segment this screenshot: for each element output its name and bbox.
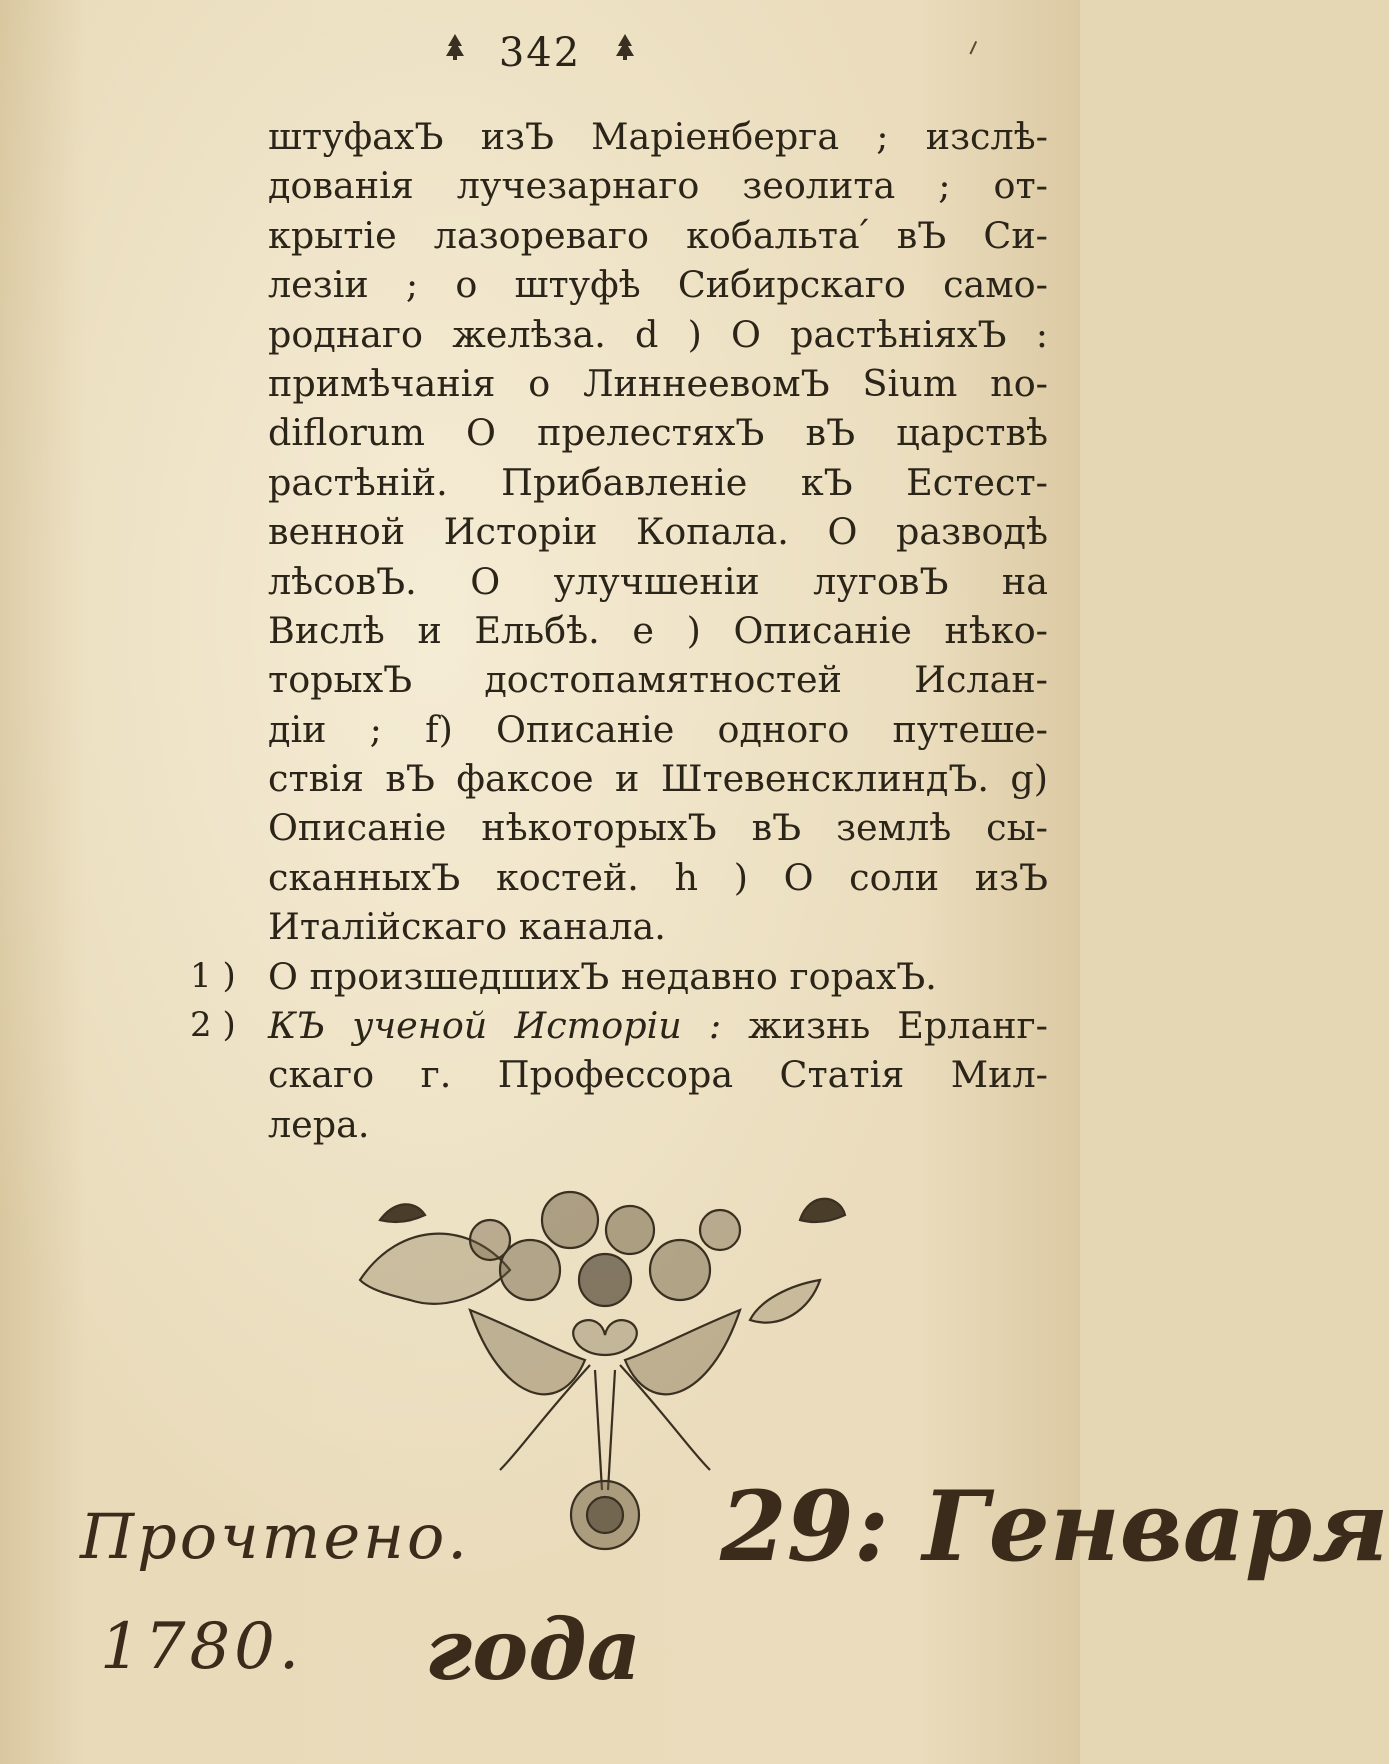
text-line: дованія лучезарнаго зеолита ; от- — [268, 164, 1048, 208]
text-line: лѣсовЪ. О улучшеніи луговЪ на — [268, 559, 1048, 603]
text-line: растѣній. Прибавленіе кЪ Естест- — [268, 460, 1048, 504]
page-number-header — [0, 30, 1080, 76]
italic-lead: КЪ ученой Исторіи : — [268, 1004, 722, 1048]
text-line: венной Исторіи Копала. О разводѣ — [268, 510, 1048, 554]
handwritten-word: года — [425, 1600, 642, 1699]
numbered-item-1 — [190, 952, 1048, 1001]
text-line: роднаго желѣза. d ) О растѣніяхЪ : — [268, 312, 1048, 356]
text-line: штуфахЪ изЪ Маріенберга ; изслѣ- — [268, 115, 1048, 158]
handwritten-word: Прочтено. — [80, 1500, 471, 1573]
text-line: сканныхЪ костей. h ) О соли изЪ — [268, 855, 1048, 899]
fleuron-icon — [610, 32, 640, 70]
body-text — [190, 112, 1048, 1149]
text-line: примѣчанія о ЛиннеевомЪ Sium no- — [268, 361, 1048, 405]
numbered-item-2 — [190, 1001, 1048, 1149]
text-line: Описаніе нѣкоторыхЪ вЪ землѣ сы- — [268, 806, 1048, 850]
text-line: лезіи ; о штуфѣ Сибирскаго само- — [268, 263, 1048, 307]
item-number: 2 ) — [190, 1005, 236, 1046]
item-line — [268, 1001, 1048, 1050]
text-line: діи ; f) Описаніе одного путеше- — [268, 707, 1048, 751]
item-line: скаго г. Профессора Статія Мил- — [268, 1053, 1048, 1097]
handwritten-note — [70, 1470, 1389, 1730]
item-line: О произшедшихЪ недавно горахЪ. — [268, 954, 937, 998]
text-line: Вислѣ и Ельбѣ. е ) Описаніе нѣко- — [268, 608, 1048, 652]
text-line: Италійскаго канала. — [268, 905, 666, 949]
item-line-rest: жизнь Ерланг- — [721, 1004, 1048, 1048]
item-number: 1 ) — [190, 955, 236, 996]
text-line: крытіе лазореваго кобальта ́вЪ Си- — [268, 213, 1048, 257]
page-number: 342 — [498, 30, 582, 76]
text-line: торыхЪ достопамятностей Ислан- — [268, 658, 1048, 702]
text-line: diflorum О прелестяхЪ вЪ царствѣ — [268, 411, 1048, 455]
fleuron-icon — [440, 32, 470, 70]
handwritten-date: 29: Генваря — [720, 1470, 1389, 1583]
item-line: лера. — [268, 1102, 370, 1146]
text-line: ствія вЪ факсое и ШтевенсклиндЪ. g) — [268, 757, 1048, 801]
handwritten-year: 1780. — [100, 1610, 304, 1684]
